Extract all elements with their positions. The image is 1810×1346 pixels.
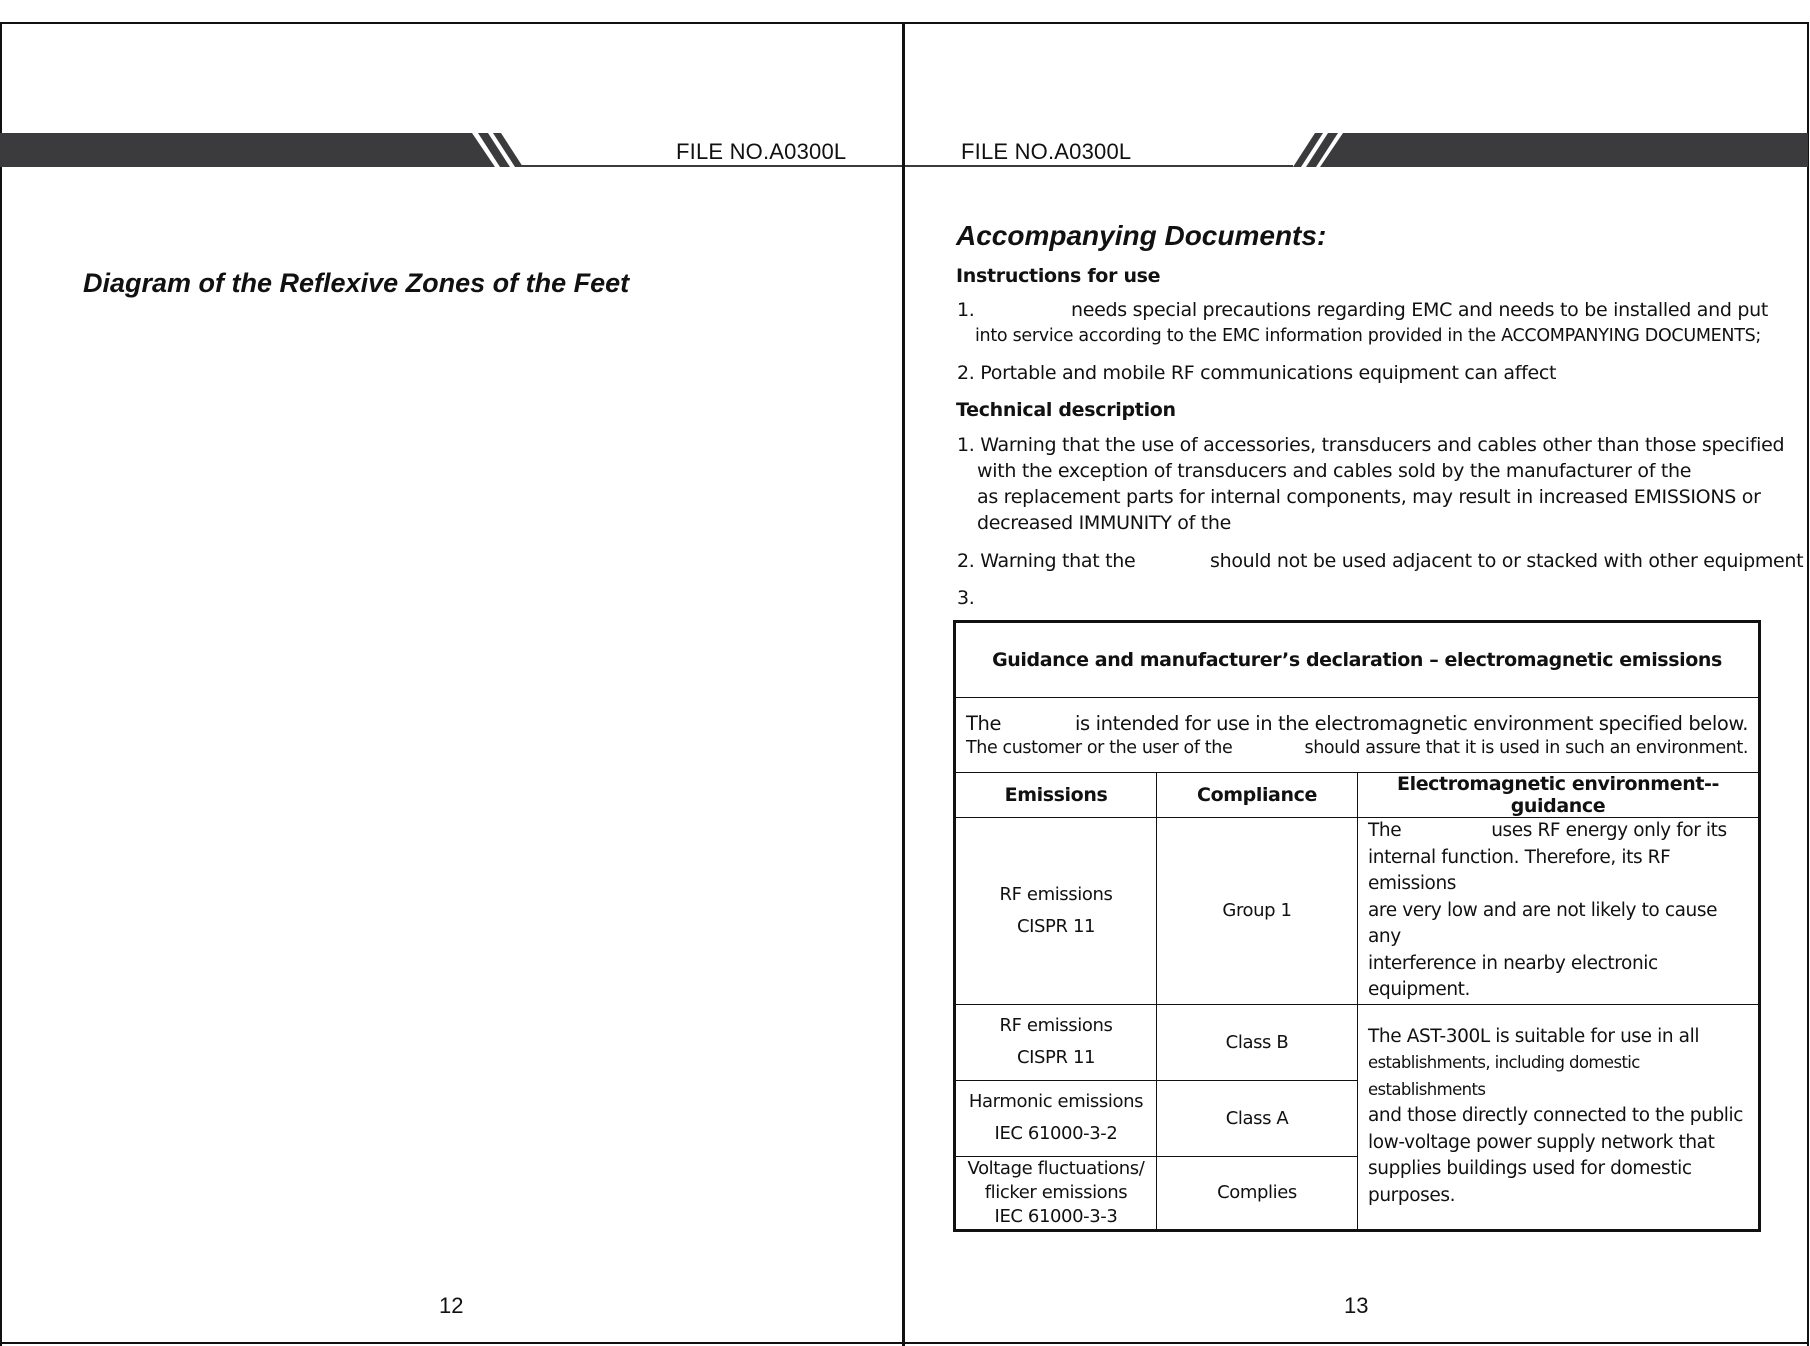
intro-line-1-start: The: [966, 712, 1002, 735]
emc-emissions-table: [953, 620, 1761, 1232]
instructions-heading: Instructions for use: [956, 265, 1161, 287]
instruction-1-line-1: needs special precautions regarding EMC and needs to be installed and put: [1071, 299, 1769, 321]
instruction-2: 2. Portable and mobile RF communications equipment can affect: [957, 362, 1557, 384]
guidance-2-line-4: low-voltage power supply network that: [1368, 1131, 1715, 1153]
guidance-cell: [1358, 818, 1760, 1005]
compliance-cell: Group 1: [1157, 818, 1358, 1005]
table-header-row: [955, 773, 1760, 818]
emission-name: Harmonic emissions: [968, 1091, 1144, 1112]
technical-description-heading: Technical description: [956, 399, 1176, 421]
file-number-left: FILE NO.A0300L: [676, 139, 847, 164]
emission-name: Voltage fluctuations/: [967, 1157, 1145, 1179]
intro-line-2-start: The customer or the user of the: [966, 738, 1233, 758]
compliance-cell: Class A: [1157, 1080, 1358, 1156]
emission-standard: CISPR 11: [1016, 1047, 1096, 1068]
intro-line-1-end: is intended for use in the electromagnetic environment specified below.: [1075, 712, 1748, 735]
guidance-2-line-3: and those directly connected to the public: [1368, 1105, 1744, 1127]
emission-standard: IEC 61000-3-3: [994, 1205, 1118, 1227]
left-border: [0, 22, 2, 1346]
guidance-1-line-2: internal function. Therefore, its RF emissions: [1368, 846, 1671, 894]
guidance-1-line-1-start: The: [1368, 820, 1402, 841]
emission-cell: [955, 1156, 1157, 1230]
guidance-2-line-2: establishments, including domestic establishments: [1368, 1053, 1640, 1099]
right-border: [1807, 22, 1809, 1346]
emission-standard: IEC 61000-3-2: [994, 1123, 1118, 1144]
emission-cell: [955, 818, 1157, 1005]
col-header-guidance: Electromagnetic environment-- guidance: [1358, 773, 1760, 818]
page-number-left: 12: [439, 1293, 464, 1318]
guidance-cell: [1358, 1004, 1760, 1230]
tech-1-line-3: as replacement parts for internal components, may result in increased EMISSIONS or: [977, 486, 1761, 508]
tech-1-line-1: 1. Warning that the use of accessories, transducers and cables other than those specified: [957, 434, 1785, 456]
left-page-title: Diagram of the Reflexive Zones of the Feet: [83, 268, 630, 298]
tech-2-start: 2. Warning that the: [957, 550, 1136, 572]
tech-1-line-4: decreased IMMUNITY of the: [977, 512, 1232, 534]
emission-name: RF emissions: [999, 1015, 1113, 1036]
table-intro: [955, 698, 1760, 773]
instruction-1-line-2: into service according to the EMC information provided in the ACCOMPANYING DOCUMENTS;: [975, 326, 1761, 346]
col-header-compliance: Compliance: [1157, 773, 1358, 818]
page-number-right: 13: [1344, 1293, 1369, 1318]
intro-line-2-end: should assure that it is used in such an environment.: [1304, 738, 1748, 758]
guidance-2-line-1: The AST-300L is suitable for use in all: [1368, 1025, 1700, 1047]
emission-standard: CISPR 11: [1016, 915, 1096, 937]
emission-cell: [955, 1080, 1157, 1156]
emission-name-cont: flicker emissions: [984, 1181, 1128, 1203]
tech-2-end: should not be used adjacent to or stacked with other equipment: [1210, 550, 1804, 572]
emission-cell: [955, 1004, 1157, 1080]
guidance-1-line-3: are very low and are not likely to cause any: [1368, 899, 1718, 947]
tech-1-line-2: with the exception of transducers and cables sold by the manufacturer of the: [977, 460, 1692, 482]
compliance-cell: Class B: [1157, 1004, 1358, 1080]
tech-3: 3.: [957, 587, 975, 609]
compliance-cell: Complies: [1157, 1156, 1358, 1230]
table-row: [955, 818, 1760, 1005]
file-number-right: FILE NO.A0300L: [961, 139, 1132, 164]
accompanying-documents-title: Accompanying Documents:: [956, 220, 1327, 251]
table-row: [955, 1004, 1760, 1080]
guidance-2-line-5: supplies buildings used for domestic purposes.: [1368, 1158, 1692, 1206]
guidance-1-line-4: interference in nearby electronic equipment.: [1368, 952, 1658, 1000]
col-header-emissions: Emissions: [955, 773, 1157, 818]
guidance-1-line-1-end: uses RF energy only for its: [1491, 820, 1727, 841]
table-heading: Guidance and manufacturer’s declaration – electromagnetic emissions: [955, 622, 1760, 698]
emission-name: RF emissions: [999, 883, 1113, 905]
instruction-1-number: 1.: [957, 299, 975, 321]
page-divider: [902, 22, 905, 1346]
